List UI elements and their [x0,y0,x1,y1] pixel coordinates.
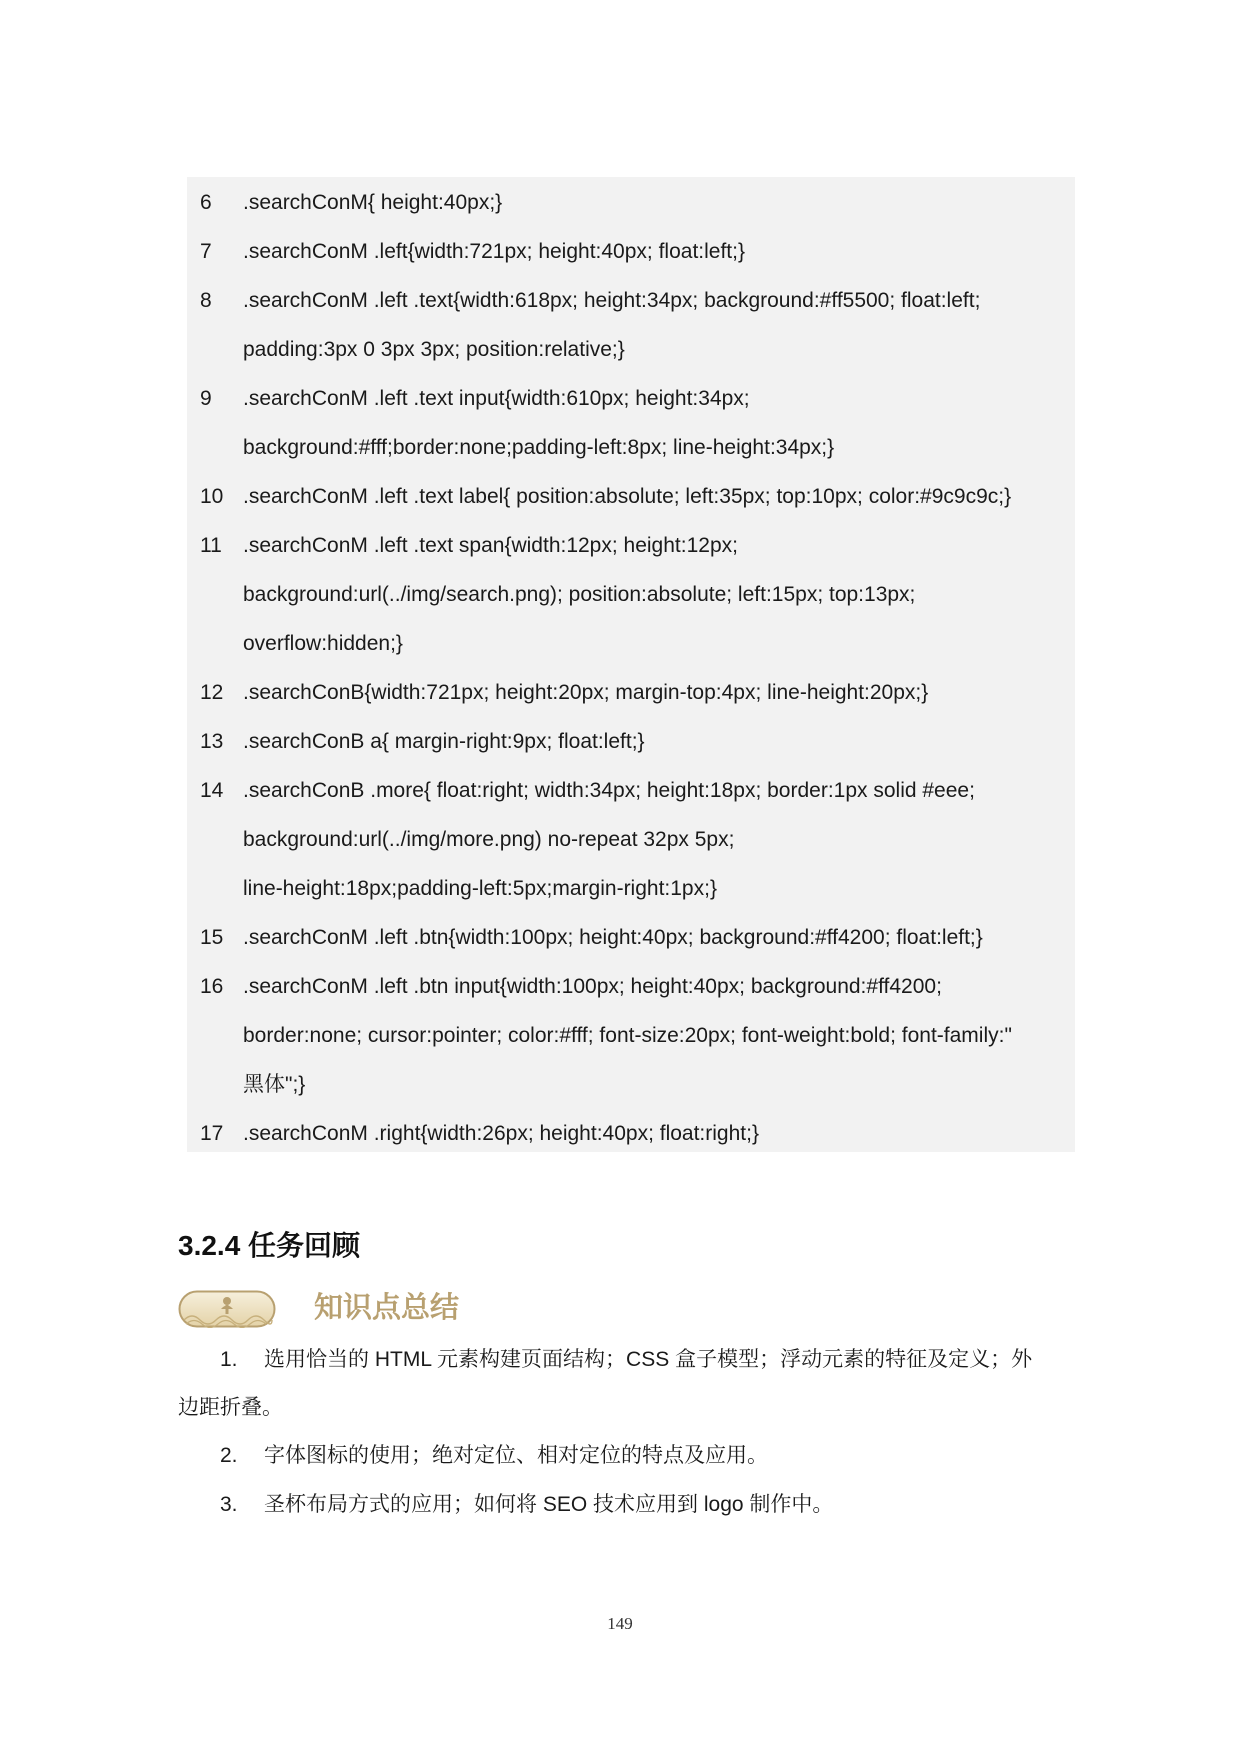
code-text: .searchConM .left{width:721px; height:40px; float:left;} [243,240,745,263]
line-number: 8 [200,289,212,312]
line-number: 17 [200,1122,224,1145]
ornament-badge-icon [178,1290,276,1328]
code-text: background:url(../img/more.png) no-repeat 32px 5px; [243,828,735,851]
summary-item-number: 1. [220,1348,238,1371]
code-text: .searchConM{ height:40px;} [243,191,503,214]
code-text: .searchConB a{ margin-right:9px; float:left;} [243,730,645,753]
line-number: 11 [200,534,222,557]
summary-item-text: 圣杯布局方式的应用；如何将 SEO 技术应用到 logo 制作中。 [264,1493,834,1516]
line-number: 16 [200,975,224,998]
code-text: 黑体";} [243,1073,306,1096]
line-number: 14 [200,779,224,802]
line-number: 10 [200,485,224,508]
summary-title: 知识点总结 [314,1292,460,1324]
code-text: .searchConB{width:721px; height:20px; margin-top:4px; line-height:20px;} [243,681,929,704]
code-text: line-height:18px;padding-left:5px;margin-right:1px;} [243,877,717,900]
code-text: .searchConM .left .btn{width:100px; height:40px; background:#ff4200; float:left;} [243,926,983,949]
code-text: .searchConM .left .text label{ position:absolute; left:35px; top:10px; color:#9c9c9c;} [243,485,1012,508]
code-text: border:none; cursor:pointer; color:#fff; font-size:20px; font-weight:bold; font-family:" [243,1024,1012,1047]
code-text: .searchConB .more{ float:right; width:34px; height:18px; border:1px solid #eee; [243,779,975,802]
line-number: 6 [200,191,212,214]
code-text: .searchConM .left .btn input{width:100px; height:40px; background:#ff4200; [243,975,942,998]
section-title: 3.2.4 任务回顾 [178,1230,361,1261]
line-number: 13 [200,730,224,753]
summary-item-text: 字体图标的使用；绝对定位、相对定位的特点及应用。 [264,1444,768,1467]
code-text: .searchConM .left .text span{width:12px; height:12px; [243,534,738,557]
summary-item-number: 3. [220,1493,238,1516]
code-block [187,177,1075,1152]
code-text: .searchConM .left .text input{width:610px; height:34px; [243,387,750,410]
line-number: 7 [200,240,212,263]
code-text: background:#fff;border:none;padding-left:8px; line-height:34px;} [243,436,835,459]
code-text: padding:3px 0 3px 3px; position:relative;} [243,338,625,361]
summary-item-continuation: 边距折叠。 [178,1396,283,1419]
code-text: .searchConM .right{width:26px; height:40px; float:right;} [243,1122,759,1145]
summary-item-number: 2. [220,1444,238,1467]
line-number: 15 [200,926,224,949]
line-number: 9 [200,387,212,410]
summary-item-text: 选用恰当的 HTML 元素构建页面结构；CSS 盒子模型；浮动元素的特征及定义；外 [264,1348,1033,1371]
code-text: .searchConM .left .text{width:618px; height:34px; background:#ff5500; float:left; [243,289,981,312]
code-text: background:url(../img/search.png); position:absolute; left:15px; top:13px; [243,583,916,606]
page-number: 149 [607,1614,633,1633]
line-number: 12 [200,681,224,704]
code-text: overflow:hidden;} [243,632,403,655]
